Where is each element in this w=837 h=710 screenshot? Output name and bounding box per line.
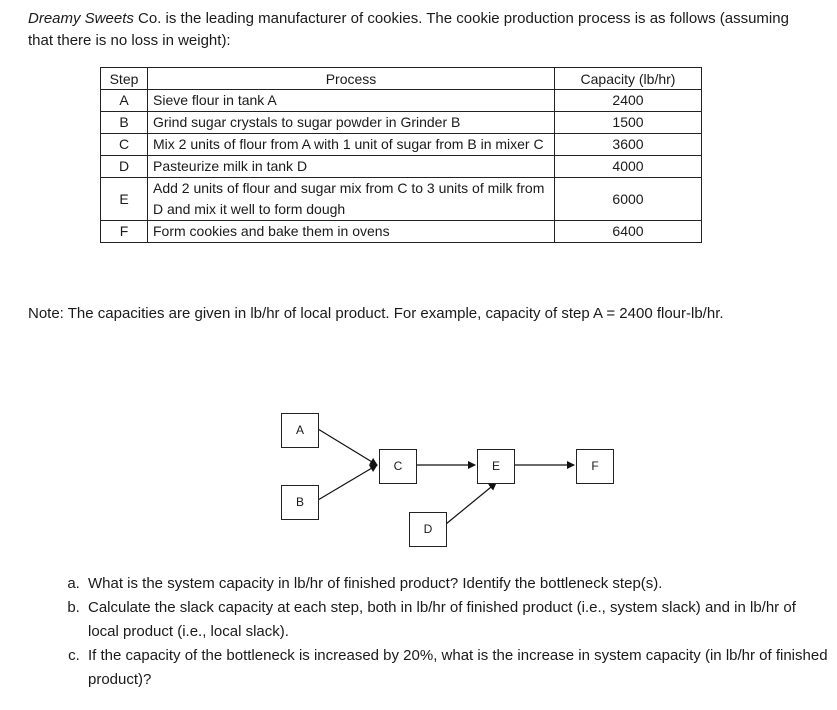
question-a: a. What is the system capacity in lb/hr of finished product? Identify the bottleneck step(s). <box>84 572 829 596</box>
process-cell: Grind sugar crystals to sugar powder in Grinder B <box>148 112 555 134</box>
process-cell: Add 2 units of flour and sugar mix from C to 3 units of milk from D and mix it well to form dough <box>148 178 555 221</box>
question-b: b. Calculate the slack capacity at each step, both in lb/hr of finished product (i.e., system slack) and in lb/hr of local product (i.e., local slack). <box>84 596 829 644</box>
step-cell: D <box>101 156 148 178</box>
header-step: Step <box>101 68 148 90</box>
node-c: C <box>379 449 417 484</box>
arrow-d-to-e <box>446 483 496 524</box>
capacity-cell: 6000 <box>555 178 702 221</box>
intro-text: Co. is the leading manufacturer of cookies. The cookie production process is as follows (assuming that there is no loss in weight): <box>28 10 789 49</box>
node-a: A <box>281 413 319 448</box>
capacity-cell: 2400 <box>555 90 702 112</box>
capacity-cell: 3600 <box>555 134 702 156</box>
node-e: E <box>477 449 515 484</box>
process-cell: Mix 2 units of flour from A with 1 unit of sugar from B in mixer C <box>148 134 555 156</box>
process-cell: Sieve flour in tank A <box>148 90 555 112</box>
node-f: F <box>576 449 614 484</box>
step-cell: C <box>101 134 148 156</box>
question-c: c. If the capacity of the bottleneck is increased by 20%, what is the increase in system capacity (in lb/hr of finished product)? <box>84 644 829 692</box>
company-name: Dreamy Sweets <box>28 10 134 27</box>
step-cell: F <box>101 221 148 243</box>
process-cell: Pasteurize milk in tank D <box>148 156 555 178</box>
capacity-cell: 6400 <box>555 221 702 243</box>
capacity-cell: 1500 <box>555 112 702 134</box>
process-cell: Form cookies and bake them in ovens <box>148 221 555 243</box>
step-cell: B <box>101 112 148 134</box>
node-b: B <box>281 485 319 520</box>
arrow-b-to-c <box>318 465 377 500</box>
capacity-cell: 4000 <box>555 156 702 178</box>
header-capacity: Capacity (lb/hr) <box>555 68 702 90</box>
step-cell: E <box>101 178 148 221</box>
node-d: D <box>409 512 447 547</box>
note-text: Note: The capacities are given in lb/hr of local product. For example, capacity of step A = 2400 flour-lb/hr. <box>28 305 724 322</box>
step-cell: A <box>101 90 148 112</box>
header-process: Process <box>148 68 555 90</box>
arrow-a-to-c <box>318 429 377 465</box>
question-list <box>56 572 829 692</box>
